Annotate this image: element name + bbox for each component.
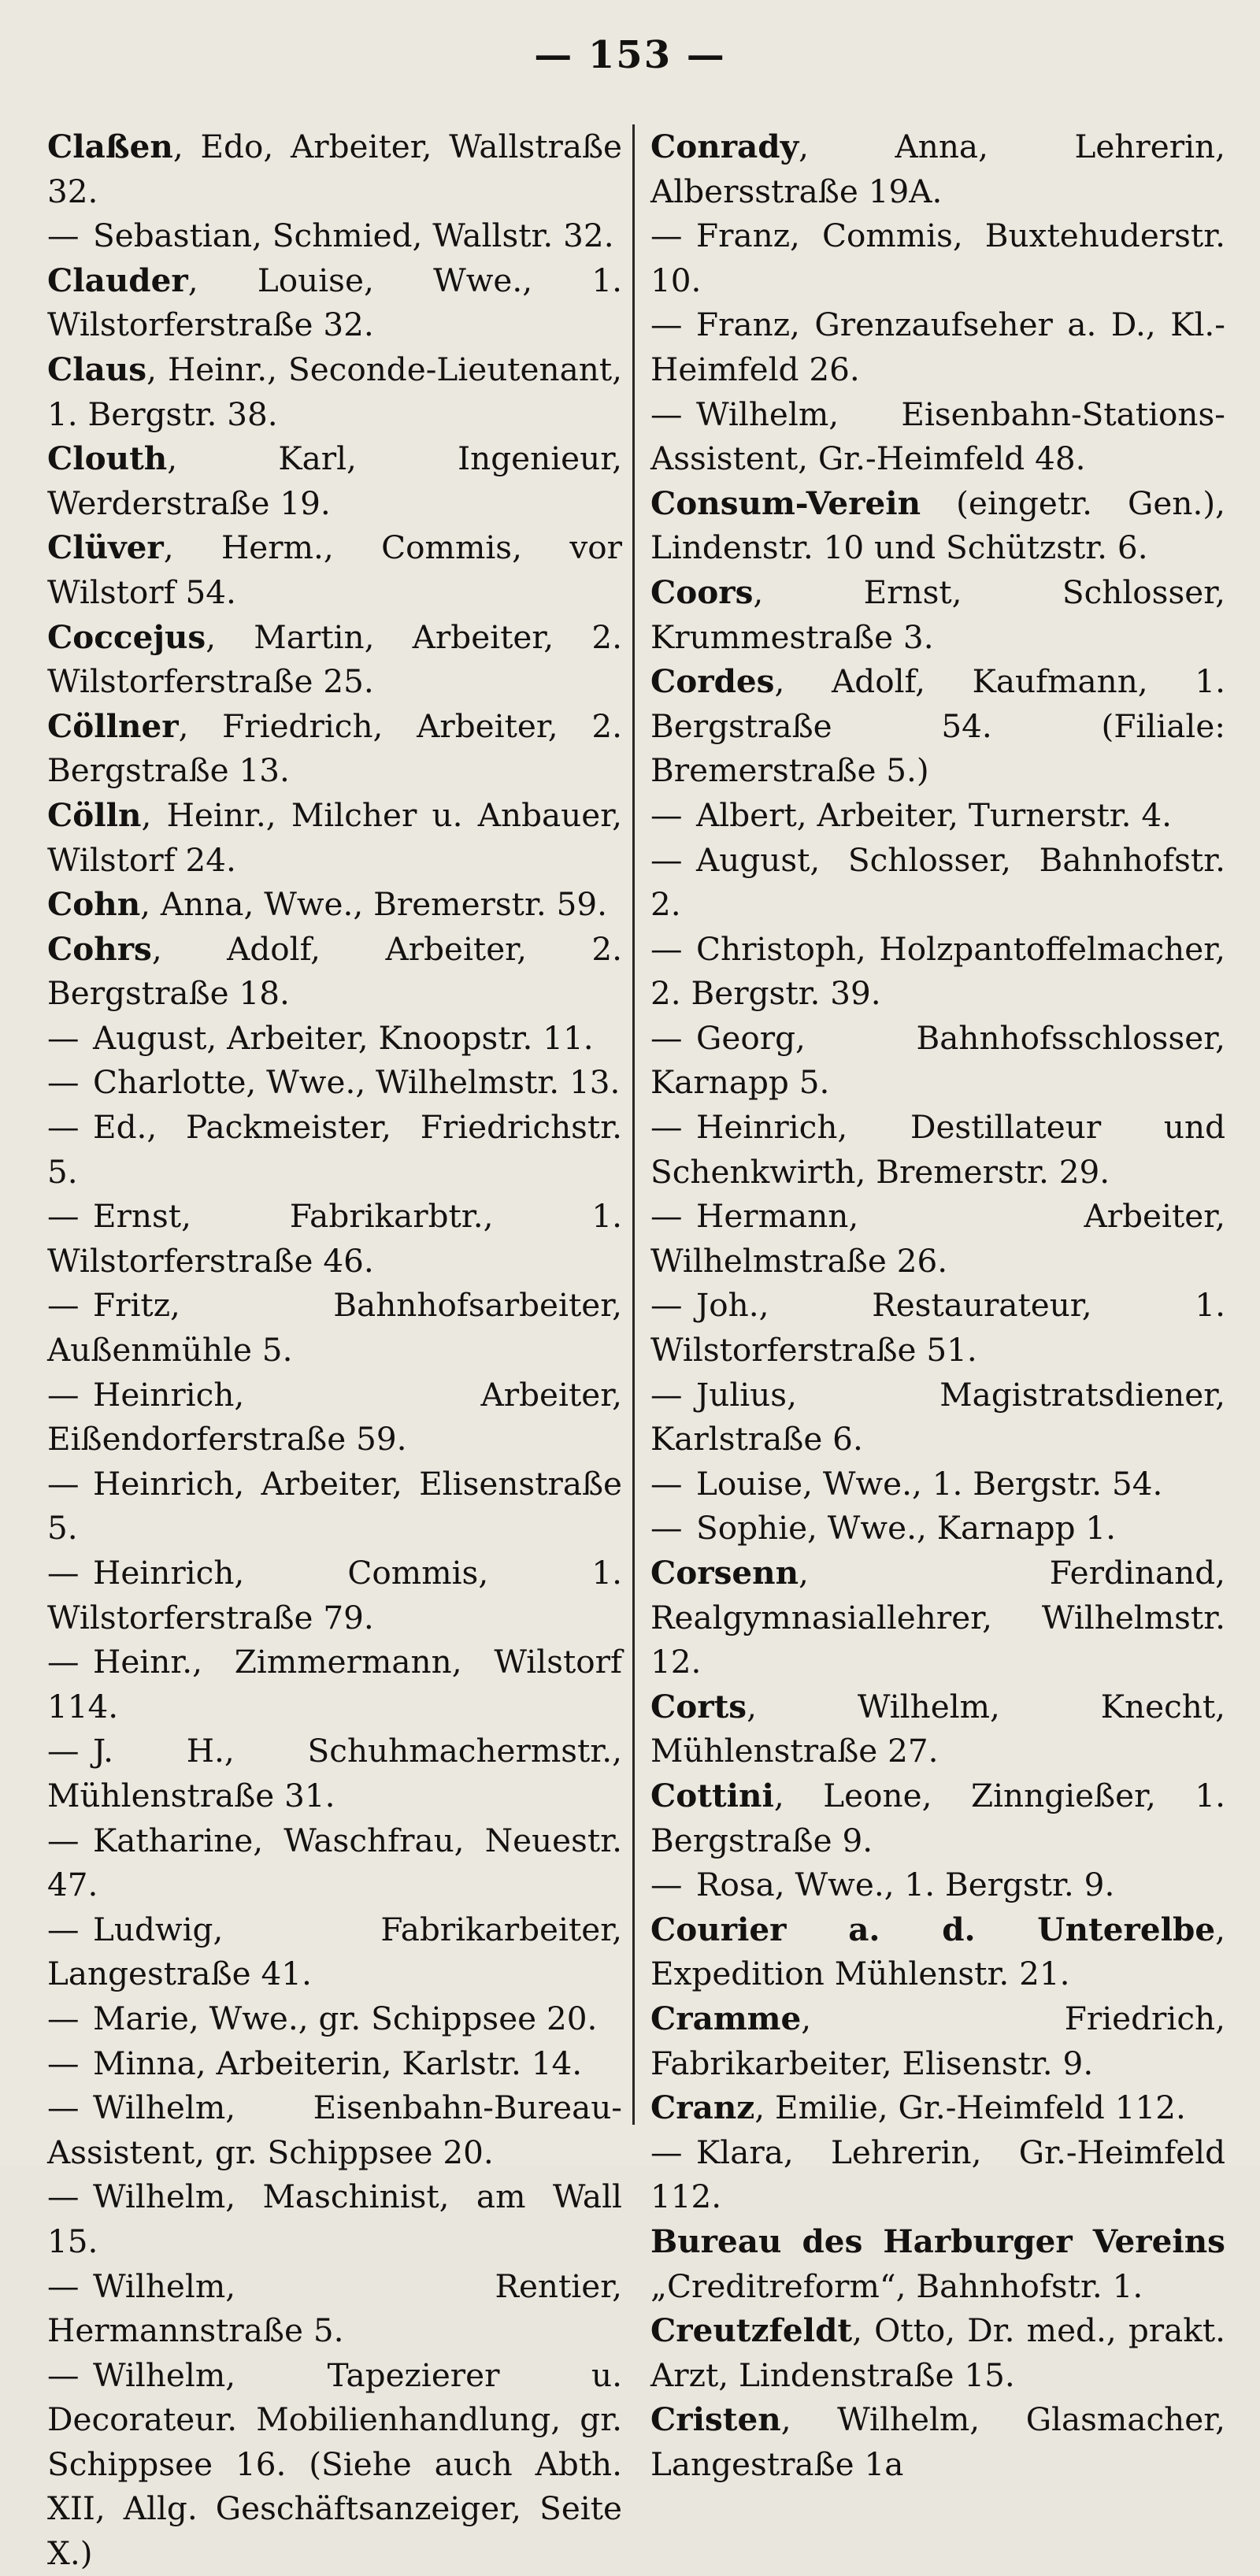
entry-details: Rosa, Wwe., 1. Bergstr. 9. (696, 1866, 1115, 1904)
entry-details: Heinrich, Commis, 1. Wilstorferstraße 79. (47, 1554, 622, 1636)
repeat-dash: — (47, 1018, 80, 1057)
directory-entry (650, 1506, 1225, 1551)
directory-entry (47, 1194, 622, 1283)
repeat-dash: — (47, 1375, 80, 1414)
repeat-dash: — (650, 1375, 683, 1414)
directory-entry (650, 481, 1225, 570)
repeat-dash: — (650, 1108, 683, 1147)
directory-entry (47, 927, 622, 1016)
directory-entry (650, 1551, 1225, 1685)
entry-details: Franz, Grenzaufseher a. D., Kl.-Heimfeld 26. (650, 306, 1225, 388)
entry-details: , Leone, Zinngießer, 1. Bergstraße 9. (650, 1776, 1225, 1859)
entry-surname: Cottini (650, 1776, 774, 1814)
directory-entry (650, 2308, 1225, 2397)
repeat-dash: — (650, 1464, 683, 1503)
directory-entry (47, 2085, 622, 2174)
entry-details: , Ferdinand, Realgymnasiallehrer, Wilhelmstr. 12. (650, 1554, 1225, 1681)
directory-entry (47, 1818, 622, 1907)
entry-details: Albert, Arbeiter, Turnerstr. 4. (696, 795, 1173, 834)
entry-details: Christoph, Holzpantoffelmacher, 2. Bergstr. 39. (650, 929, 1225, 1013)
entry-details: Minna, Arbeiterin, Karlstr. 14. (93, 2044, 583, 2082)
entry-surname: Consum-Verein (650, 484, 921, 522)
directory-entry (650, 124, 1225, 213)
directory-entry (47, 793, 622, 882)
directory-entry (650, 392, 1225, 481)
entry-details: , Friedrich, Arbeiter, 2. Bergstraße 13. (47, 706, 622, 790)
entry-details: , Heinr., Seconde-Lieutenant, 1. Bergstr. 38. (47, 350, 622, 433)
entry-surname: Conrady (650, 128, 799, 165)
entry-details: August, Schlosser, Bahnhofstr. 2. (650, 840, 1225, 924)
directory-entry (47, 347, 622, 436)
entry-details: Sophie, Wwe., Karnapp 1. (696, 1509, 1117, 1547)
entry-details: August, Arbeiter, Knoopstr. 11. (93, 1018, 594, 1057)
entry-details: (eingetr. Gen.), Lindenstr. 10 und Schützstr. 6. (650, 484, 1225, 567)
entry-details: Georg, Bahnhofsschlosser, Karnapp 5. (650, 1018, 1225, 1102)
entry-details: Heinrich, Destillateur und Schenkwirth, Bremerstr. 29. (650, 1108, 1225, 1191)
repeat-dash: — (47, 1063, 80, 1102)
directory-entry (650, 2219, 1225, 2308)
entry-surname: Cohn (47, 885, 141, 924)
repeat-dash: — (650, 1018, 683, 1057)
repeat-dash: — (650, 1197, 683, 1236)
directory-entry (47, 124, 622, 213)
entry-details: Julius, Magistratsdiener, Karlstraße 6. (650, 1375, 1225, 1458)
entry-details: Louise, Wwe., 1. Bergstr. 54. (696, 1464, 1163, 1503)
entry-details: Wilhelm, Tapezierer u. Decorateur. Mobilienhandlung, gr. Schippsee 16. (Siehe auch Abth. XII, Allg. Geschäftsanzeiger, Seite X.) (47, 2355, 622, 2573)
entry-details: , Herm., Commis, vor Wilstorf 54. (47, 528, 622, 611)
directory-entry (650, 838, 1225, 927)
repeat-dash: — (650, 395, 683, 433)
directory-entry (47, 2353, 622, 2576)
directory-entry (47, 615, 622, 704)
directory-entry (650, 213, 1225, 302)
entry-details: Heinrich, Arbeiter, Eißendorferstraße 59. (47, 1375, 622, 1458)
entry-surname: Cölln (47, 795, 142, 834)
repeat-dash: — (47, 1286, 80, 1325)
repeat-dash: — (650, 1286, 683, 1325)
directory-entry (47, 1060, 622, 1105)
directory-entry (650, 302, 1225, 391)
repeat-dash: — (47, 1821, 80, 1859)
entry-details: Franz, Commis, Buxtehuderstr. 10. (650, 217, 1225, 299)
repeat-dash: — (650, 217, 683, 255)
directory-entry (650, 2130, 1225, 2219)
entry-details: , Adolf, Kaufmann, 1. Bergstraße 54. (Filiale: Bremerstraße 5.) (650, 662, 1225, 790)
repeat-dash: — (47, 1999, 80, 2037)
entry-surname: Cordes (650, 662, 775, 701)
entry-details: Ludwig, Fabrikarbeiter, Langestraße 41. (47, 1910, 622, 1993)
entry-details: Charlotte, Wwe., Wilhelmstr. 13. (93, 1063, 621, 1102)
entry-details: , Wilhelm, Knecht, Mühlenstraße 27. (650, 1687, 1225, 1770)
repeat-dash: — (47, 1910, 80, 1948)
entry-details: , Anna, Lehrerin, Albersstraße 19A. (650, 128, 1225, 210)
directory-entry (650, 927, 1225, 1016)
directory-entry (650, 1685, 1225, 1774)
repeat-dash: — (47, 1554, 80, 1592)
entry-details: Sebastian, Schmied, Wallstr. 32. (93, 217, 614, 255)
entry-details: , Karl, Ingenieur, Werderstraße 19. (47, 439, 622, 522)
entry-details: Marie, Wwe., gr. Schippsee 20. (93, 1999, 598, 2037)
entry-surname: Clüver (47, 528, 164, 567)
directory-entry (650, 2085, 1225, 2130)
entry-details: Ernst, Fabrikarbtr., 1. Wilstorferstraße 46. (47, 1197, 622, 1280)
repeat-dash: — (47, 2044, 80, 2082)
directory-entry (650, 1194, 1225, 1283)
directory-entry (47, 436, 622, 525)
entry-surname: Cranz (650, 2089, 755, 2127)
entry-surname: Corts (650, 1687, 747, 1725)
repeat-dash: — (650, 929, 683, 968)
entry-details: , Anna, Wwe., Bremerstr. 59. (140, 885, 608, 924)
directory-entry (47, 1729, 622, 1818)
entry-details: , Adolf, Arbeiter, 2. Bergstraße 18. (47, 929, 622, 1013)
entry-surname: Courier a. d. Unterelbe (650, 1910, 1216, 1948)
entry-surname: Cristen (650, 2400, 781, 2439)
entry-surname: Cohrs (47, 929, 152, 968)
entry-surname: Cramme (650, 1999, 802, 2037)
entry-details: Ed., Packmeister, Friedrichstr. 5. (47, 1108, 622, 1191)
entry-details: , Otto, Dr. med., prakt. Arzt, Lindenstraße 15. (650, 2311, 1225, 2394)
directory-entry (650, 1105, 1225, 1194)
directory-entry (650, 570, 1225, 659)
directory-entry (650, 1907, 1225, 1996)
directory-entry (47, 1016, 622, 1061)
entry-surname: Bureau des Harburger Vereins (650, 2222, 1225, 2260)
column-divider (632, 124, 635, 2125)
entry-details: Wilhelm, Maschinist, am Wall 15. (47, 2178, 622, 2260)
entry-details: , Martin, Arbeiter, 2. Wilstorferstraße 25. (47, 617, 622, 701)
entry-details: „Creditreform“, Bahnhofstr. 1. (650, 2267, 1143, 2305)
entry-surname: Creutzfeldt (650, 2311, 853, 2350)
directory-entry (650, 1774, 1225, 1863)
repeat-dash: — (650, 2133, 683, 2171)
repeat-dash: — (47, 1464, 80, 1503)
page-number: — 153 — (534, 33, 726, 77)
repeat-dash: — (47, 217, 80, 255)
directory-entry (47, 2174, 622, 2263)
directory-entry (47, 1462, 622, 1551)
directory-entry (650, 659, 1225, 793)
directory-entry (650, 1996, 1225, 2085)
entry-details: , Ernst, Schlosser, Krummestraße 3. (650, 573, 1225, 656)
repeat-dash: — (47, 2089, 80, 2127)
repeat-dash: — (47, 1732, 80, 1770)
entry-surname: Claßen (47, 128, 173, 165)
directory-entry (47, 1105, 622, 1194)
repeat-dash: — (47, 2267, 80, 2305)
repeat-dash: — (650, 1866, 683, 1904)
directory-entry (47, 2041, 622, 2086)
entry-surname: Coccejus (47, 617, 206, 656)
entry-surname: Clouth (47, 439, 168, 478)
repeat-dash: — (47, 2355, 80, 2394)
entry-details: Katharine, Waschfrau, Neuestr. 47. (47, 1821, 622, 1904)
directory-entry (47, 882, 622, 927)
entry-details: Joh., Restaurateur, 1. Wilstorferstraße 51. (650, 1286, 1225, 1370)
entry-details: Hermann, Arbeiter, Wilhelmstraße 26. (650, 1197, 1225, 1280)
entry-details: , Friedrich, Fabrikarbeiter, Elisenstr. 9. (650, 1999, 1225, 2082)
entry-details: Wilhelm, Rentier, Hermannstraße 5. (47, 2267, 622, 2350)
repeat-dash: — (650, 1509, 683, 1547)
entry-surname: Coors (650, 573, 754, 611)
entry-details: Heinr., Zimmermann, Wilstorf 114. (47, 1643, 622, 1725)
directory-entry (650, 793, 1225, 838)
directory-entry (47, 1283, 622, 1372)
entry-details: , Expedition Mühlenstr. 21. (650, 1910, 1225, 1993)
entry-details: , Heinr., Milcher u. Anbauer, Wilstorf 24. (47, 795, 622, 879)
directory-entry (650, 1373, 1225, 1462)
directory-entry (47, 1996, 622, 2041)
directory-entry (47, 1373, 622, 1462)
entry-details: , Louise, Wwe., 1. Wilstorferstraße 32. (47, 261, 622, 344)
entry-details: , Edo, Arbeiter, Wallstraße 32. (47, 128, 622, 210)
directory-entry (47, 213, 622, 258)
repeat-dash: — (650, 795, 683, 834)
entry-details: , Emilie, Gr.-Heimfeld 112. (754, 2089, 1186, 2127)
entry-details: Klara, Lehrerin, Gr.-Heimfeld 112. (650, 2133, 1225, 2216)
directory-entry (47, 704, 622, 793)
entry-surname: Corsenn (650, 1554, 799, 1592)
repeat-dash: — (47, 1643, 80, 1681)
directory-entry (47, 2264, 622, 2353)
entry-details: J. H., Schuhmachermstr., Mühlenstraße 31. (47, 1732, 622, 1814)
directory-entry (47, 1907, 622, 1996)
entry-surname: Clauder (47, 261, 188, 299)
repeat-dash: — (47, 2178, 80, 2216)
entry-surname: Cöllner (47, 706, 179, 745)
directory-entry (650, 1016, 1225, 1105)
entry-details: Fritz, Bahnhofsarbeiter, Außenmühle 5. (47, 1286, 622, 1370)
repeat-dash: — (650, 840, 683, 879)
directory-entry (47, 1640, 622, 1729)
directory-entry (650, 2397, 1225, 2486)
entry-details: Wilhelm, Eisenbahn-Stations-Assistent, Gr.-Heimfeld 48. (650, 395, 1225, 478)
directory-entry (47, 258, 622, 347)
entry-details: Wilhelm, Eisenbahn-Bureau-Assistent, gr. Schippsee 20. (47, 2089, 622, 2171)
right-column (650, 124, 1225, 2486)
directory-entry (47, 525, 622, 614)
directory-entry (650, 1863, 1225, 1907)
repeat-dash: — (47, 1108, 80, 1147)
entry-details: Heinrich, Arbeiter, Elisenstraße 5. (47, 1464, 622, 1547)
directory-entry (650, 1462, 1225, 1507)
entry-details: , Wilhelm, Glasmacher, Langestraße 1a (650, 2400, 1225, 2483)
entry-surname: Claus (47, 350, 147, 388)
repeat-dash: — (47, 1197, 80, 1236)
repeat-dash: — (650, 306, 683, 344)
left-column (47, 124, 622, 2576)
directory-entry (650, 1283, 1225, 1372)
directory-entry (47, 1551, 622, 1640)
